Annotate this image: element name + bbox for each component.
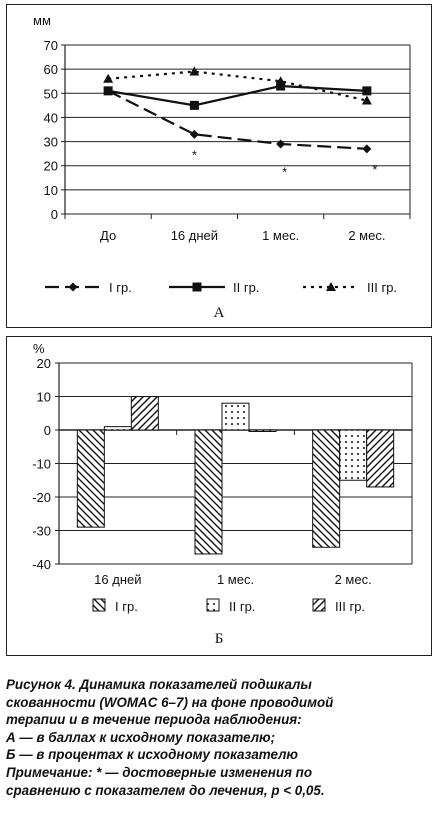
data-point [276,139,285,148]
legend-marker [193,283,202,292]
bar [340,430,367,480]
data-point [362,86,371,95]
data-point [190,101,199,110]
legend-label: I гр. [109,280,132,295]
bar [104,427,131,430]
legend-label: I гр. [115,599,138,614]
y-tick-label: 70 [43,38,58,53]
legend [93,599,365,614]
legend-label: II гр. [233,280,260,295]
caption-line: Б — в процентах к исходному показателю [6,747,299,763]
series-line [108,86,367,105]
y-axis-label: мм [33,13,51,28]
x-tick-label: 1 мес. [262,228,300,243]
y-tick-label: 40 [43,110,58,126]
legend-label: III гр. [367,280,398,295]
panel-label: А [213,305,225,321]
data-point [190,130,199,139]
legend-label: III гр. [335,599,366,614]
caption-line: сравнению с показателем до лечения, р < 0,05. [6,782,325,798]
bar [77,430,104,527]
x-tick-label: 1 мес. [216,572,255,587]
bar [249,430,276,432]
y-tick-label: 60 [43,62,58,78]
chart-panel-a [6,4,432,328]
y-tick-label: -40 [32,557,51,572]
data-point [103,74,113,83]
significance-mark: * [282,164,288,180]
series-line [108,91,367,149]
caption-line: Рисунок 4. Динамика показателей подшкалы [6,677,312,692]
caption-line: Примечание: * — достоверные изменения по [6,764,313,780]
bar [131,397,158,431]
bar [222,403,249,430]
y-tick-label: 50 [43,86,58,102]
caption-line: терапии и в течение периода наблюдения: [6,712,302,728]
chart-panel-b [6,336,432,656]
y-tick-label: 10 [43,182,58,198]
plot-area [32,341,412,587]
legend-swatch [313,599,325,611]
bar [367,430,394,487]
figure-caption [6,676,432,799]
x-tick-label: 16 дней [94,572,142,587]
caption-line: скованности (WOMAC 6–7) на фоне проводимой [6,694,334,710]
data-point [104,86,113,95]
bar-chart [7,337,431,655]
y-tick-label: 30 [43,134,58,150]
x-tick-label: 16 дней [170,228,219,243]
bar [195,430,222,554]
y-tick-label: 20 [43,158,58,174]
caption-line: А — в баллах к исходному показателю; [6,729,276,745]
y-tick-label: 0 [43,423,51,438]
y-tick-label: -20 [32,490,51,505]
bar [313,430,340,547]
legend [45,280,397,295]
x-tick-label: 2 мес. [334,572,372,587]
legend-label: II гр. [229,599,256,614]
legend-marker [69,283,78,292]
significance-mark: * [372,162,378,178]
y-tick-label: 20 [36,356,51,371]
panel-label: Б [214,631,224,647]
y-axis-label: % [33,341,45,356]
y-tick-label: -10 [32,456,51,472]
line-chart [7,5,431,327]
y-tick-label: 10 [36,389,51,405]
data-point [362,144,371,153]
x-tick-label: 2 мес. [348,228,386,243]
x-tick-label: До [100,228,117,243]
legend-swatch [207,599,219,611]
y-tick-label: -30 [32,523,51,539]
plot-area [33,13,410,243]
legend-swatch [93,599,105,611]
significance-mark: * [191,147,197,163]
y-tick-label: 0 [50,207,58,222]
